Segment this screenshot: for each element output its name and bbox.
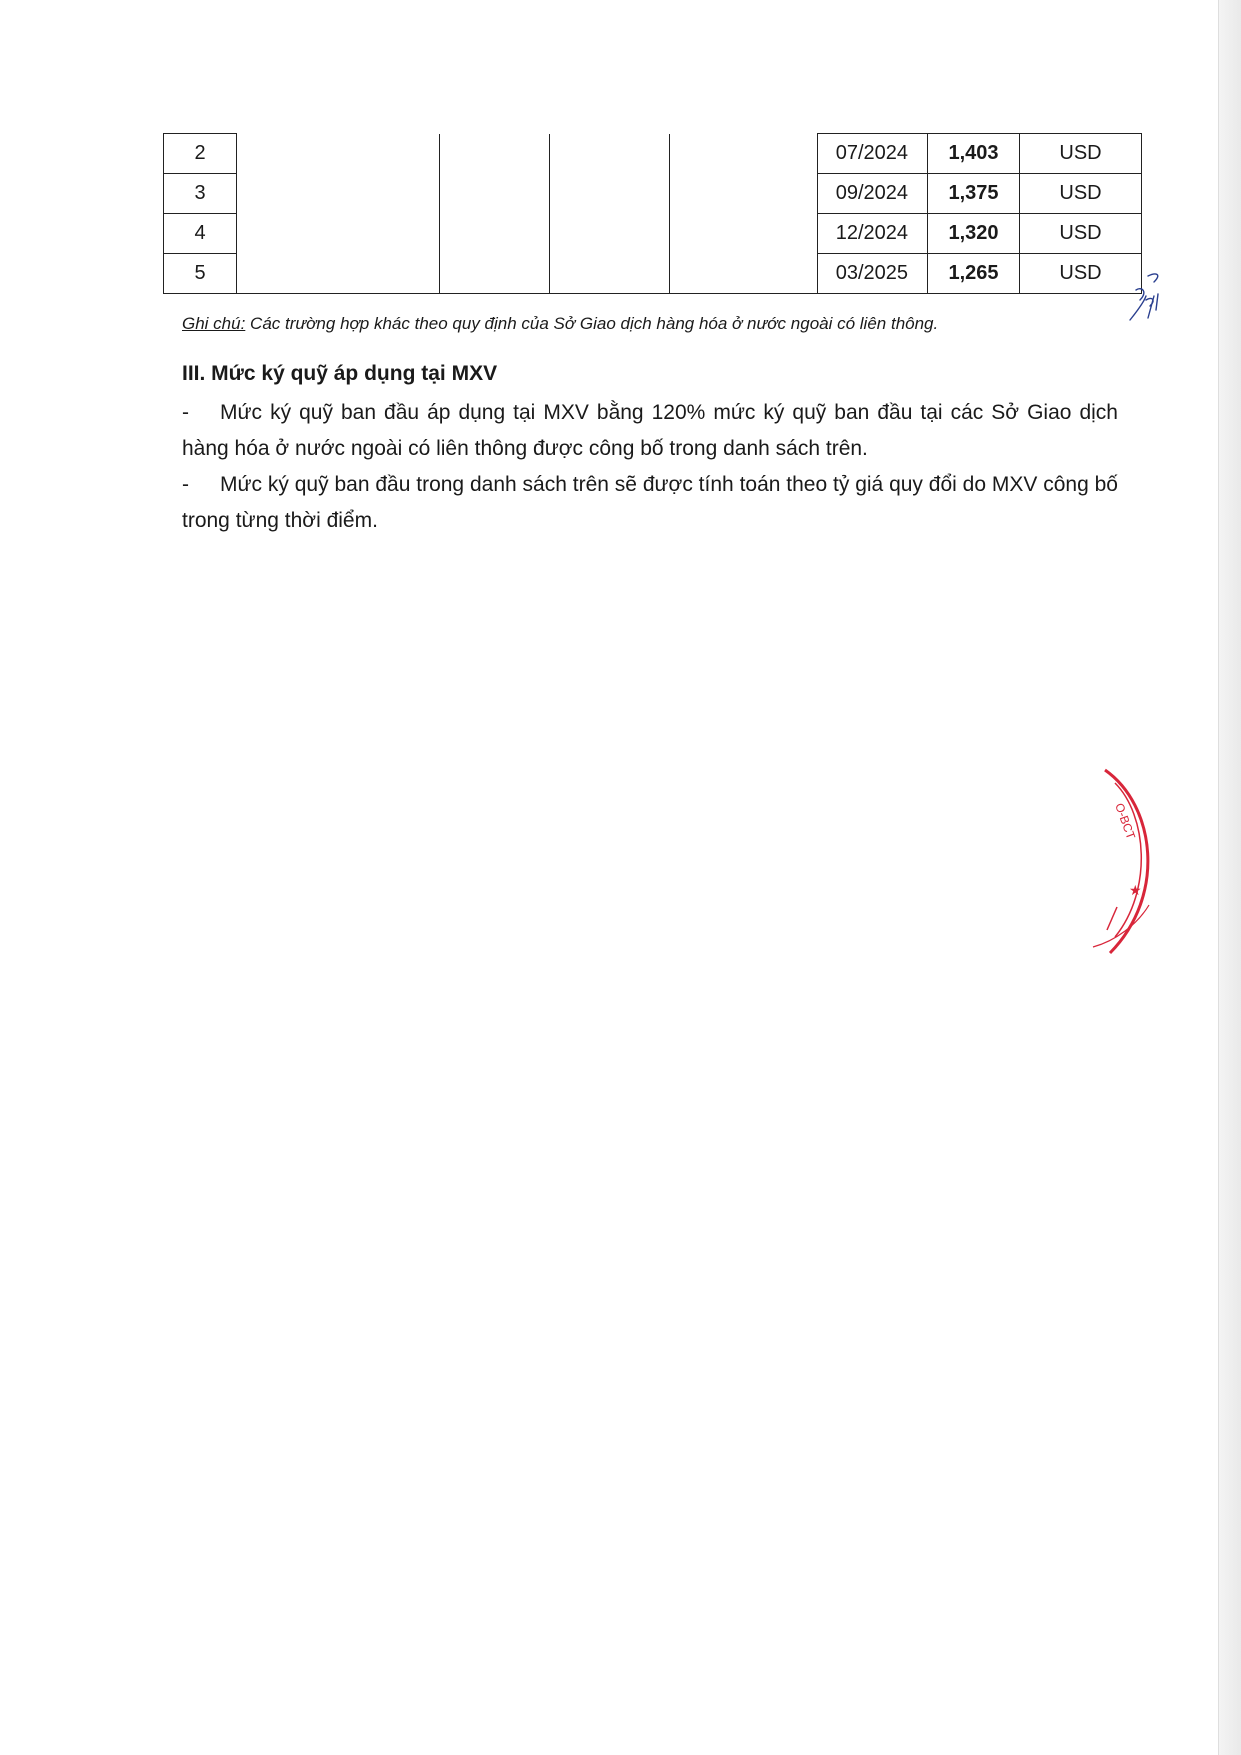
- margin-amount: 1,320: [928, 214, 1020, 254]
- row-number: 5: [164, 254, 237, 294]
- empty-cell: [670, 134, 818, 294]
- empty-cell: [440, 134, 550, 294]
- contract-month: 12/2024: [818, 214, 928, 254]
- svg-text:★: ★: [1129, 883, 1142, 899]
- row-number: 4: [164, 214, 237, 254]
- bullet-dash: -: [182, 401, 189, 424]
- empty-cell: [237, 134, 440, 294]
- currency: USD: [1020, 134, 1142, 174]
- contract-month: 09/2024: [818, 174, 928, 214]
- margin-amount: 1,375: [928, 174, 1020, 214]
- bullet-paragraph: [182, 395, 1118, 467]
- svg-text:O-BCT: O-BCT: [1112, 801, 1139, 842]
- empty-cell: [550, 134, 670, 294]
- bullet-text: Mức ký quỹ ban đầu áp dụng tại MXV bằng 120% mức ký quỹ ban đầu tại các Sở Giao dịch hàng hóa ở nước ngoài có liên thông được công bố trong danh sách trên.: [182, 401, 1118, 460]
- table-note: [182, 314, 938, 334]
- margin-amount: 1,403: [928, 134, 1020, 174]
- note-text: Các trường hợp khác theo quy định của Sở Giao dịch hàng hóa ở nước ngoài có liên thông.: [250, 314, 939, 333]
- contract-month: 07/2024: [818, 134, 928, 174]
- section-title: III. Mức ký quỹ áp dụng tại MXV: [182, 362, 498, 385]
- currency: USD: [1020, 214, 1142, 254]
- currency: USD: [1020, 174, 1142, 214]
- note-label: Ghi chú:: [182, 314, 246, 333]
- row-number: 2: [164, 134, 237, 174]
- bullet-paragraph: [182, 467, 1118, 539]
- row-number: 3: [164, 174, 237, 214]
- margin-table: [163, 133, 1142, 294]
- page-edge-shadow: [1218, 0, 1241, 1755]
- handwritten-initials: [1126, 270, 1166, 325]
- margin-amount: 1,265: [928, 254, 1020, 294]
- currency: USD: [1020, 254, 1142, 294]
- bullet-text: Mức ký quỹ ban đầu trong danh sách trên sẽ được tính toán theo tỷ giá quy đổi do MXV công bố trong từng thời điểm.: [182, 473, 1118, 532]
- table-row: [164, 134, 1142, 174]
- red-seal-stamp: [1085, 765, 1165, 965]
- bullet-dash: -: [182, 473, 189, 496]
- contract-month: 03/2025: [818, 254, 928, 294]
